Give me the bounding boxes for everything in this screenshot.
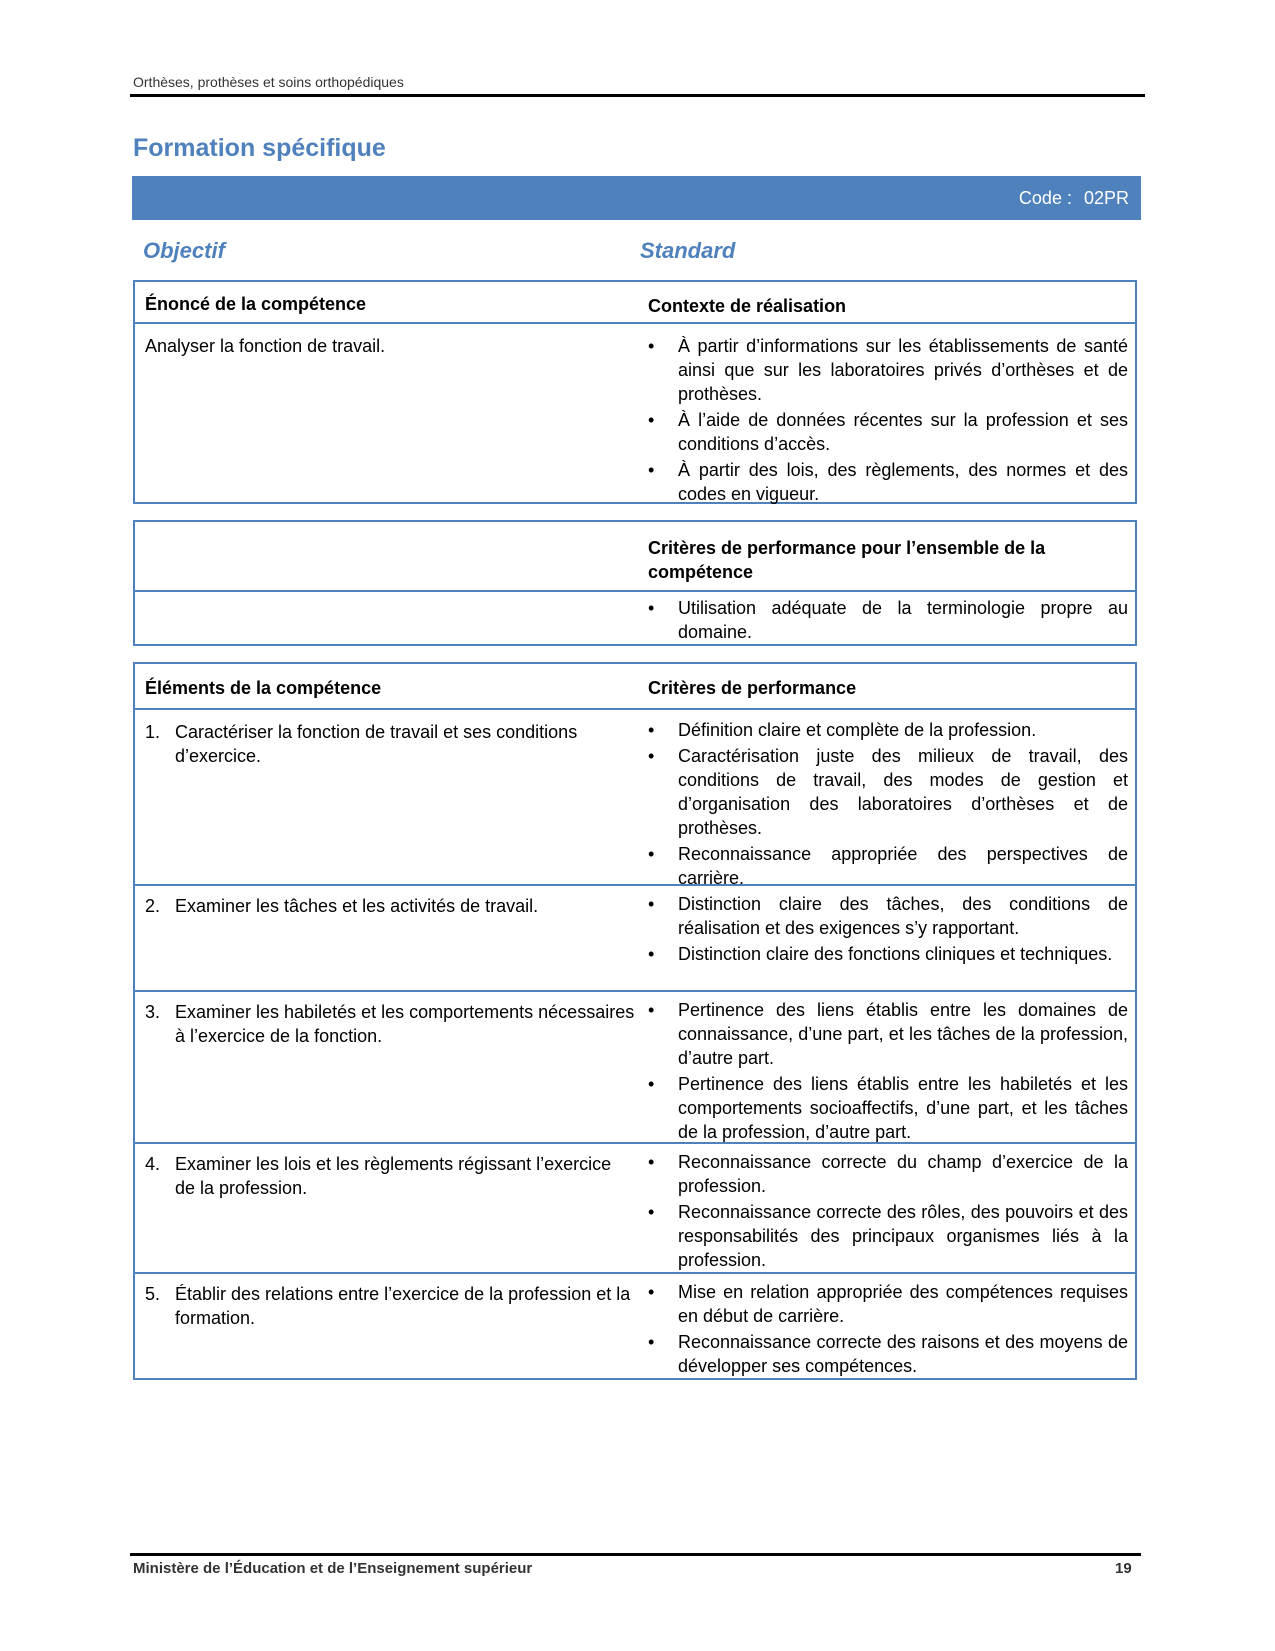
- criteria-item: • Distinction claire des fonctions cliniques et techniques.: [648, 942, 1128, 966]
- element-text: Examiner les habiletés et les comportements nécessaires à l’exercice de la fonction.: [175, 1002, 635, 1046]
- element-row: [135, 1272, 1135, 1378]
- elements-header-row: [135, 664, 1135, 708]
- element-number: 4.: [145, 1154, 161, 1174]
- element-number: 3.: [145, 1002, 161, 1022]
- context-header: Contexte de réalisation: [648, 296, 847, 316]
- element-row: [135, 1142, 1135, 1272]
- section-title: Formation spécifique: [133, 134, 386, 162]
- criteria-item: • Distinction claire des tâches, des conditions de réalisation et des exigences s’y rapportant.: [648, 892, 1128, 940]
- element-text-wrapper: [145, 1000, 635, 1048]
- criteria-item: • Reconnaissance correcte des rôles, des pouvoirs et des responsabilités des principaux organismes liés à la profession.: [648, 1200, 1128, 1272]
- competence-header-row: [135, 282, 1135, 322]
- criteria-list-wrapper: [648, 718, 1128, 892]
- element-text: Établir des relations entre l’exercice de la profession et la formation.: [175, 1284, 631, 1328]
- element-text: Caractériser la fonction de travail et ses conditions d’exercice.: [175, 722, 578, 766]
- elements-box: [133, 662, 1137, 1380]
- code-label: Code :: [1018, 188, 1072, 208]
- criteria-item: • Mise en relation appropriée des compétences requises en début de carrière.: [648, 1280, 1128, 1328]
- global-criteria-box: [133, 520, 1137, 646]
- column-heading-objectif: Objectif: [143, 238, 225, 263]
- competence-box: [133, 280, 1137, 504]
- context-list-wrapper: [648, 334, 1128, 508]
- code-bar: [132, 176, 1141, 220]
- criteria-list: [648, 1150, 1128, 1272]
- element-text: Examiner les tâches et les activités de travail.: [175, 896, 539, 916]
- criteria-item: • Reconnaissance correcte des raisons et des moyens de développer ses compétences.: [648, 1330, 1128, 1378]
- footer-divider: [130, 1553, 1141, 1556]
- running-header: Orthèses, prothèses et soins orthopédiques: [133, 74, 404, 90]
- element-row: [135, 708, 1135, 888]
- global-criteria-content-row: [135, 590, 1135, 646]
- competence-content-row: [135, 322, 1135, 504]
- global-criteria-item: • Utilisation adéquate de la terminologie propre au domaine.: [648, 596, 1128, 644]
- criteria-item: • Pertinence des liens établis entre les habiletés et les comportements socioaffectifs, d’une part, et les tâches de la profession, d’autre part.: [648, 1072, 1128, 1144]
- criteria-item: • Caractérisation juste des milieux de travail, des conditions de travail, des modes de gestion et d’organisation des laboratoires d’orthèses et de prothèses.: [648, 744, 1128, 840]
- criteria-list-wrapper: [648, 892, 1128, 968]
- global-criteria-list: [648, 596, 1128, 644]
- criteria-list-wrapper: [648, 1280, 1128, 1380]
- element-number: 2.: [145, 896, 161, 916]
- criteria-list-wrapper: [648, 1150, 1128, 1274]
- competence-statement-header: Énoncé de la compétence: [145, 294, 367, 314]
- elements-header: Éléments de la compétence: [145, 678, 382, 698]
- page-number: 19: [1115, 1560, 1132, 1577]
- element-row: [135, 884, 1135, 990]
- global-criteria-list-wrapper: [648, 596, 1128, 646]
- criteria-list: [648, 718, 1128, 890]
- context-item: • À partir d’informations sur les établissements de santé ainsi que sur les laboratoires privés d’orthèses et de prothèses.: [648, 334, 1128, 406]
- element-row: [135, 990, 1135, 1142]
- element-text-wrapper: [145, 1152, 635, 1200]
- competence-statement: Analyser la fonction de travail.: [145, 336, 386, 356]
- element-text: Examiner les lois et les règlements régissant l’exercice de la profession.: [175, 1154, 612, 1198]
- criteria-list: [648, 892, 1128, 966]
- footer-ministry: Ministère de l’Éducation et de l’Enseignement supérieur: [133, 1560, 533, 1577]
- criteria-item: • Reconnaissance correcte du champ d’exercice de la profession.: [648, 1150, 1128, 1198]
- column-heading-standard: Standard: [640, 238, 736, 263]
- context-list: [648, 334, 1128, 506]
- code-value: 02PR: [1083, 188, 1129, 208]
- performance-criteria-header: Critères de performance: [648, 678, 857, 698]
- criteria-item: • Pertinence des liens établis entre les domaines de connaissance, d’une part, et les tâches de la profession, d’autre part.: [648, 998, 1128, 1070]
- global-criteria-header-row: [135, 522, 1135, 590]
- global-criteria-header: Critères de performance pour l’ensemble de la compétence: [648, 538, 1046, 582]
- criteria-list: [648, 998, 1128, 1144]
- code-label-group: [1007, 188, 1129, 209]
- element-number: 5.: [145, 1284, 161, 1304]
- element-text-wrapper: [145, 1282, 635, 1330]
- element-number: 1.: [145, 722, 161, 742]
- header-divider: [130, 94, 1145, 97]
- criteria-item: • Définition claire et complète de la profession.: [648, 718, 1128, 742]
- criteria-list-wrapper: [648, 998, 1128, 1146]
- criteria-list: [648, 1280, 1128, 1378]
- criteria-item: • Reconnaissance appropriée des perspectives de carrière.: [648, 842, 1128, 890]
- context-item: • À partir des lois, des règlements, des normes et des codes en vigueur.: [648, 458, 1128, 506]
- context-item: • À l’aide de données récentes sur la profession et ses conditions d’accès.: [648, 408, 1128, 456]
- element-text-wrapper: [145, 720, 635, 768]
- element-text-wrapper: [145, 894, 635, 918]
